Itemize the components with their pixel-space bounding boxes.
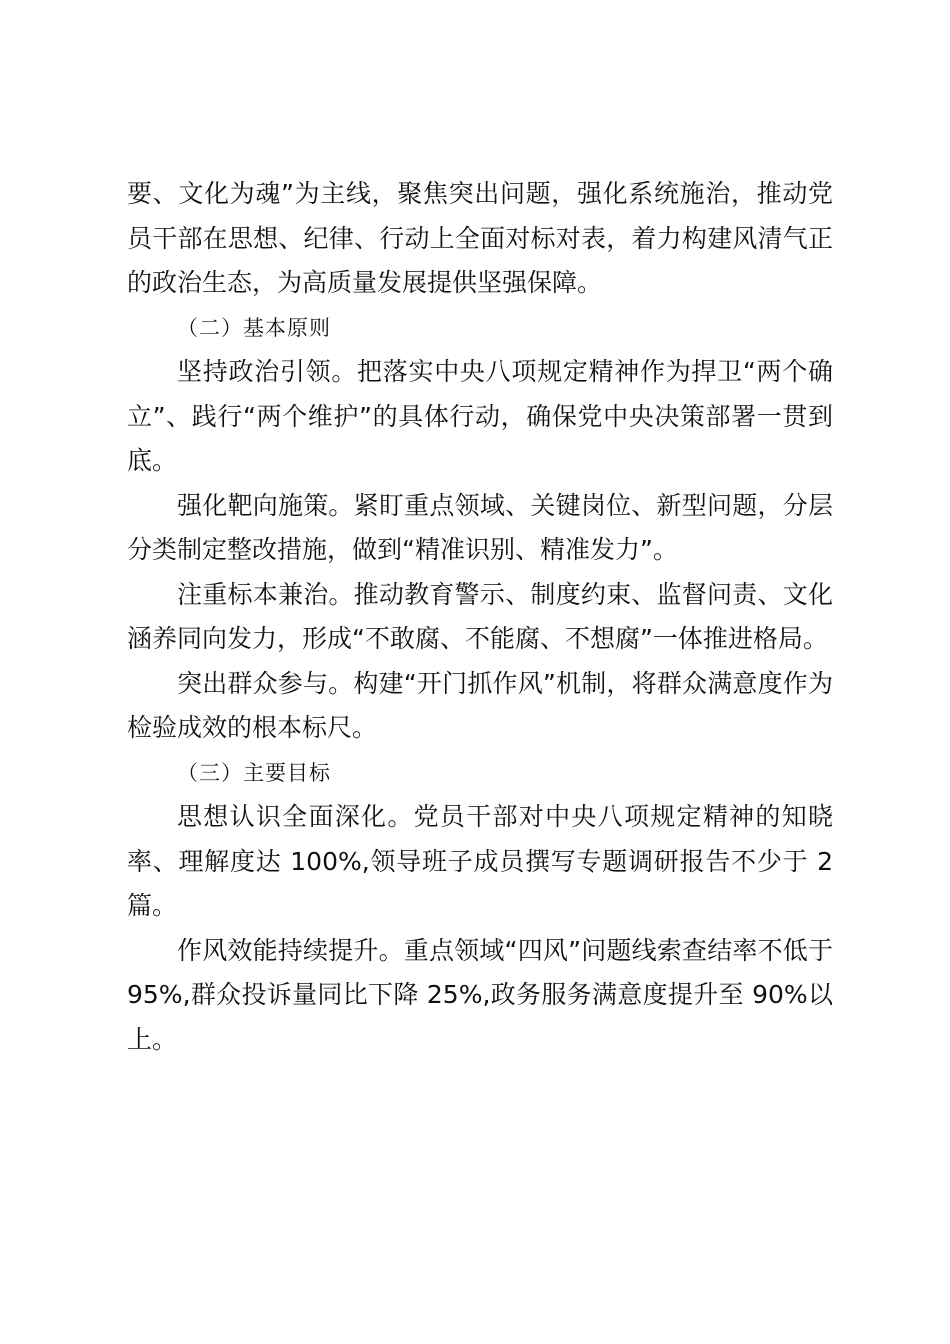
section-heading-main-goals: （三）主要目标 [177,760,331,785]
goal-ideological-understanding: 思想认识全面深化。党员干部对中央八项规定精神的知晓率、理解度达 100%,领导班子成员撰写专题调研报告不少于 2 篇。 [127,802,833,920]
document-body [127,172,833,1062]
intro-paragraph: 要、文化为魂”为主线，聚焦突出问题，强化系统施治，推动党员干部在思想、纪律、行动上全面对标对表，着力构建风清气正的政治生态，为高质量发展提供坚强保障。 [127,179,833,297]
principle-public-participation: 突出群众参与。构建“开门抓作风”机制，将群众满意度作为检验成效的根本标尺。 [127,668,833,742]
principle-political-leadership: 坚持政治引领。把落实中央八项规定精神作为捍卫“两个确立”、践行“两个维护”的具体行动，确保党中央决策部署一贯到底。 [127,357,833,475]
goal-work-style-efficiency: 作风效能持续提升。重点领域“四风”问题线索查结率不低于 95%,群众投诉量同比下降 25%,政务服务满意度提升至 90%以上。 [127,935,833,1054]
section-heading-basic-principles: （二）基本原则 [177,315,331,340]
principle-targeted-measures: 强化靶向施策。紧盯重点领域、关键岗位、新型问题，分层分类制定整改措施，做到“精准识别、精准发力”。 [127,490,833,564]
principle-root-and-symptom: 注重标本兼治。推动教育警示、制度约束、监督问责、文化涵养同向发力，形成“不敢腐、不能腐、不想腐”一体推进格局。 [127,579,833,653]
